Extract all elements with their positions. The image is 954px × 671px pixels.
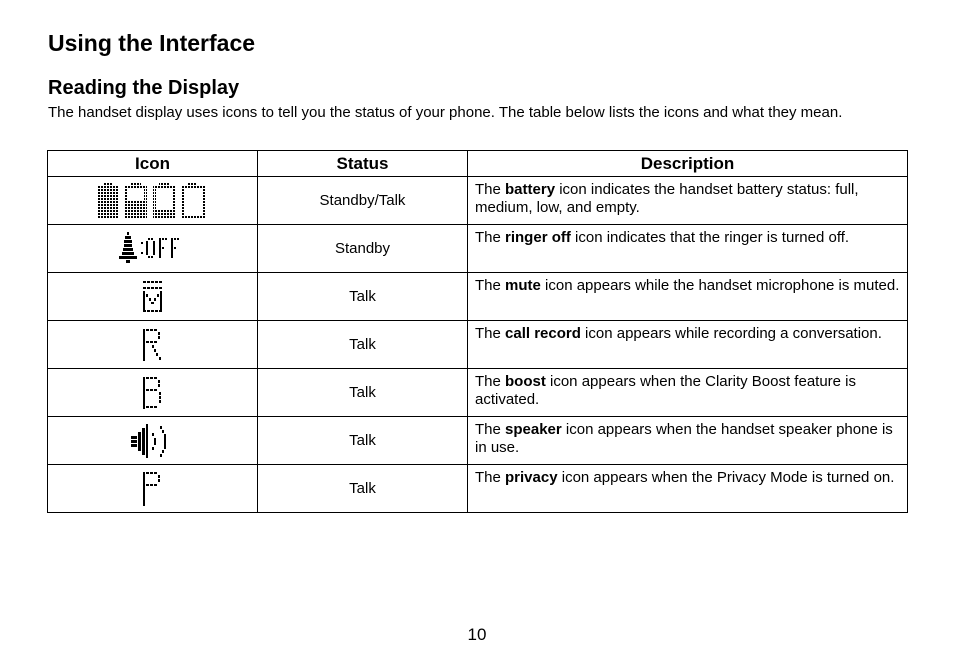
- description-cell: The mute icon appears while the handset microphone is muted.: [468, 273, 908, 321]
- header-icon: Icon: [48, 151, 258, 177]
- status-cell: Talk: [258, 417, 468, 465]
- page-number: 10: [467, 625, 487, 644]
- ringer-off-icon: [118, 239, 188, 256]
- description-cell: The call record icon appears while recording a conversation.: [468, 321, 908, 369]
- status-cell: Talk: [258, 369, 468, 417]
- table-row: [48, 273, 908, 321]
- status-cell: Standby: [258, 225, 468, 273]
- table-row: [48, 177, 908, 225]
- boost-icon: [142, 383, 164, 400]
- description-cell: The speaker icon appears when the handset speaker phone is in use.: [468, 417, 908, 465]
- status-cell: Standby/Talk: [258, 177, 468, 225]
- privacy-icon: [142, 479, 164, 496]
- table-row: [48, 225, 908, 273]
- header-description: Description: [468, 151, 908, 177]
- table-row: [48, 417, 908, 465]
- icon-table: [47, 150, 908, 513]
- speaker-icon: [130, 431, 176, 448]
- table-row: [48, 369, 908, 417]
- table-header-row: [48, 151, 908, 177]
- description-cell: The privacy icon appears when the Privacy Mode is turned on.: [468, 465, 908, 513]
- status-cell: Talk: [258, 465, 468, 513]
- table-row: [48, 465, 908, 513]
- call-record-icon: [142, 335, 164, 352]
- header-status: Status: [258, 151, 468, 177]
- table-row: [48, 321, 908, 369]
- battery-icon: [95, 191, 211, 208]
- status-cell: Talk: [258, 321, 468, 369]
- description-cell: The ringer off icon indicates that the ringer is turned off.: [468, 225, 908, 273]
- page-title: Using the Interface: [48, 30, 256, 56]
- mute-icon: [142, 287, 164, 304]
- section-title: Reading the Display: [48, 77, 240, 99]
- intro-text: The handset display uses icons to tell you the status of your phone. The table below lists the icons and what they mean.: [48, 104, 843, 121]
- description-cell: The boost icon appears when the Clarity Boost feature is activated.: [468, 369, 908, 417]
- status-cell: Talk: [258, 273, 468, 321]
- description-cell: The battery icon indicates the handset battery status: full, medium, low, and empty.: [468, 177, 908, 225]
